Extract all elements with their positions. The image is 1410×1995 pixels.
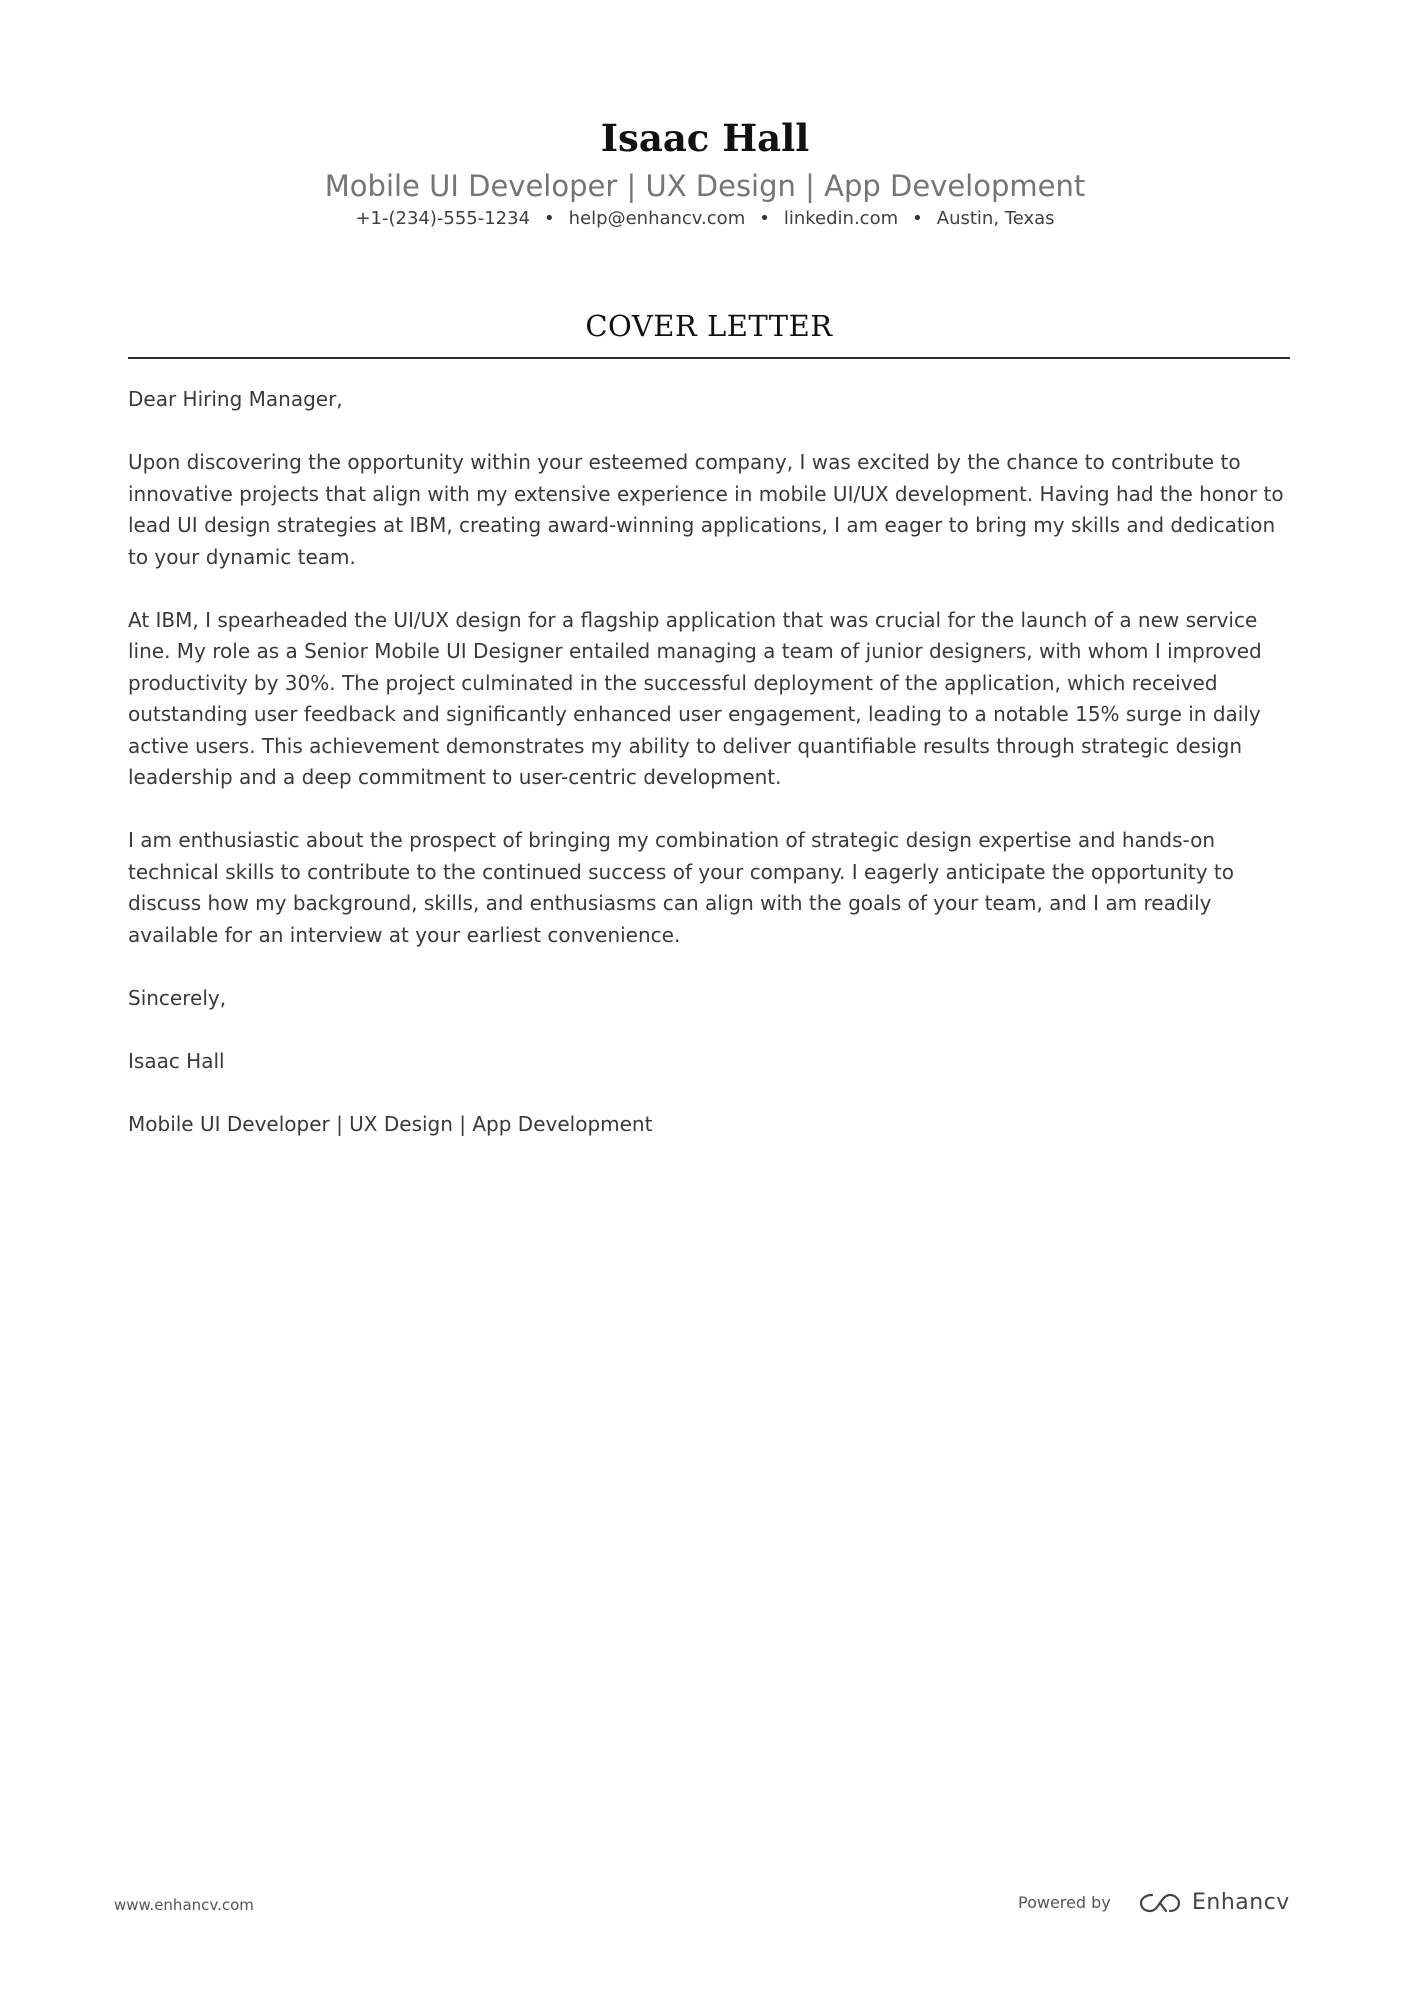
letter-greeting: Dear Hiring Manager, xyxy=(128,387,343,411)
powered-by-label: Powered by xyxy=(1018,1893,1111,1912)
signature-name: Isaac Hall xyxy=(128,1048,225,1073)
contact-separator: • xyxy=(759,208,770,229)
letter-header xyxy=(0,114,1410,231)
applicant-name: Isaac Hall xyxy=(600,116,810,160)
signature-title: Mobile UI Developer | UX Design | App Development xyxy=(128,1111,653,1136)
brand-link[interactable] xyxy=(1138,1887,1290,1919)
letter-paragraph: At IBM, I spearheaded the UI/UX design for a flagship application that was crucial for the launch of a new service line. My role as a Senior Mobile UI Designer entailed managing a team of junior designers, with whom I improved productivity by 30%. The project culminated in the successful deployment of the application, which received outstanding user feedback and significantly enhanced user engagement, leading to a notable 15% surge in daily active users. This achievement demonstrates my ability to deliver quantifiable results through strategic design leadership and a deep commitment to user-centric development. xyxy=(128,607,1262,789)
letter-body xyxy=(128,384,1290,1172)
contact-line xyxy=(0,207,1410,231)
contact-linkedin[interactable]: linkedin.com xyxy=(783,208,899,229)
letter-closing: Sincerely, xyxy=(128,985,227,1010)
contact-location: Austin, Texas xyxy=(936,208,1055,229)
contact-phone: +1-(234)-555-1234 xyxy=(355,208,531,229)
letter-paragraph: I am enthusiastic about the prospect of bringing my combination of strategic design expertise and hands-on technical skills to contribute to the continued success of your company. I eagerly anticipate the opportunity to discuss how my background, skills, and enthusiasms can align with the goals of your team, and I am readily available for an interview at your earliest convenience. xyxy=(128,828,1234,947)
contact-separator: • xyxy=(912,208,923,229)
letter-paragraph: Upon discovering the opportunity within your esteemed company, I was excited by the chance to contribute to innovative projects that align with my extensive experience in mobile UI/UX development. Having had the honor to lead UI design strategies at IBM, creating award-winning applications, I am eager to bring my skills and dedication to your dynamic team. xyxy=(128,450,1284,569)
applicant-headline: Mobile UI Developer | UX Design | App Development xyxy=(324,169,1086,203)
section-divider xyxy=(128,357,1290,359)
section-title: COVER LETTER xyxy=(585,309,833,343)
contact-separator: • xyxy=(544,208,555,229)
enhancv-logo-icon xyxy=(1138,1891,1182,1915)
footer-url[interactable]: www.enhancv.com xyxy=(114,1896,254,1914)
brand-name: Enhancv xyxy=(1192,1890,1290,1915)
contact-email[interactable]: help@enhancv.com xyxy=(568,208,746,229)
